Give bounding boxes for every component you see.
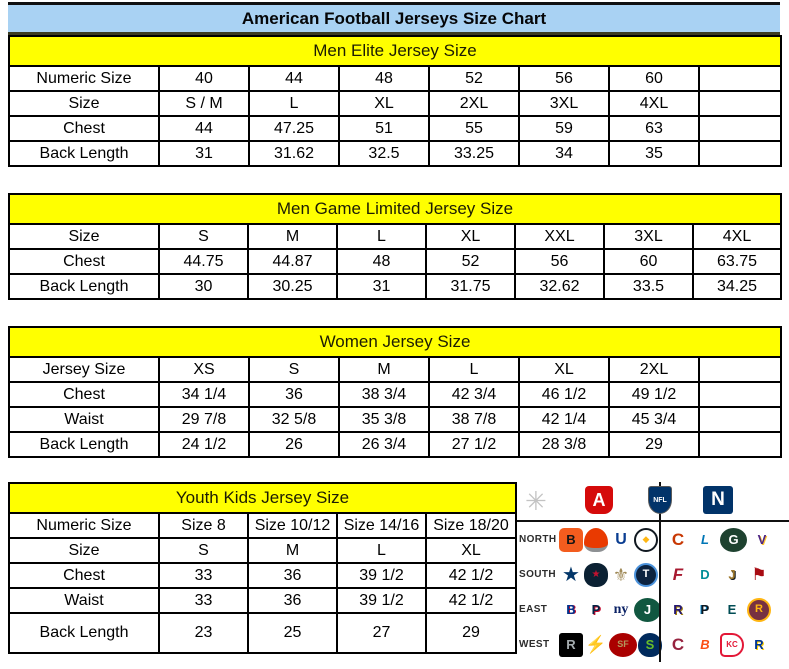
size-cell: 48 xyxy=(337,249,426,274)
size-cell: 39 1/2 xyxy=(337,563,426,588)
youth-kids-size-table xyxy=(8,482,517,654)
table-row xyxy=(9,483,516,513)
nfl-divisions-panel xyxy=(517,482,789,663)
row-label: Back Length xyxy=(9,141,159,166)
size-cell: 32 5/8 xyxy=(249,407,339,432)
table-row xyxy=(9,194,781,224)
size-cell: 33.25 xyxy=(429,141,519,166)
size-cell: 29 xyxy=(426,613,516,653)
size-cell: 63.75 xyxy=(693,249,781,274)
row-label: Chest xyxy=(9,382,159,407)
texans-logo-icon: ★ xyxy=(584,563,608,587)
afc-east-logos xyxy=(559,598,659,622)
size-cell: 52 xyxy=(426,249,515,274)
division-row-south xyxy=(517,557,789,592)
rams-logo-icon: R xyxy=(747,633,771,657)
size-cell: 33 xyxy=(159,563,248,588)
size-cell-empty xyxy=(699,357,781,382)
women-size-table xyxy=(8,326,782,458)
size-chart-page xyxy=(0,2,789,669)
section-header: Men Game Limited Jersey Size xyxy=(9,194,781,224)
size-cell: 4XL xyxy=(609,91,699,116)
size-cell: S xyxy=(159,224,248,249)
ravens-logo-icon: R xyxy=(666,598,690,622)
size-cell: 3XL xyxy=(604,224,693,249)
starburst-icon: ✳ xyxy=(525,486,547,516)
forty-niners-logo-icon: SF xyxy=(609,633,637,657)
size-cell: 36 xyxy=(249,382,339,407)
size-cell: 30.25 xyxy=(248,274,337,299)
bears-logo-icon: C xyxy=(666,528,690,552)
size-cell-empty xyxy=(699,66,781,91)
size-cell: 46 1/2 xyxy=(519,382,609,407)
size-cell: 42 1/2 xyxy=(426,588,516,613)
size-cell: 56 xyxy=(515,249,604,274)
row-label: Size xyxy=(9,538,159,563)
colts-logo-icon: U xyxy=(609,528,633,552)
size-cell: 42 1/4 xyxy=(519,407,609,432)
nfc-west-logos xyxy=(659,627,789,662)
size-cell: XS xyxy=(159,357,249,382)
size-cell: 36 xyxy=(248,563,337,588)
browns-logo-icon xyxy=(584,528,608,552)
row-label: Size xyxy=(9,224,159,249)
size-cell: Size 18/20 xyxy=(426,513,516,538)
size-cell: 26 xyxy=(249,432,339,457)
raiders-logo-icon: R xyxy=(559,633,583,657)
size-cell: 31 xyxy=(159,141,249,166)
size-cell: 33.5 xyxy=(604,274,693,299)
size-cell: 56 xyxy=(519,66,609,91)
size-cell: L xyxy=(337,538,426,563)
table-row xyxy=(9,382,781,407)
size-cell: 60 xyxy=(604,249,693,274)
size-cell: Size 14/16 xyxy=(337,513,426,538)
size-cell: S / M xyxy=(159,91,249,116)
size-cell: 27 xyxy=(337,613,426,653)
buccaneers-logo-icon: ⚑ xyxy=(747,563,771,587)
afc-west-logos xyxy=(559,633,659,657)
size-cell-empty xyxy=(699,116,781,141)
jets-logo-icon: J xyxy=(634,598,661,622)
table-row xyxy=(9,116,781,141)
size-cell-empty xyxy=(699,432,781,457)
dolphins-logo-icon: D xyxy=(693,563,717,587)
table-row xyxy=(9,36,781,66)
panthers-logo-icon: P xyxy=(693,598,717,622)
size-cell: Size 8 xyxy=(159,513,248,538)
section-header: Women Jersey Size xyxy=(9,327,781,357)
table-row xyxy=(9,141,781,166)
size-cell: 23 xyxy=(159,613,248,653)
nfc-north-logos xyxy=(659,522,789,557)
size-cell: 3XL xyxy=(519,91,609,116)
row-label: Chest xyxy=(9,116,159,141)
size-cell: 44.87 xyxy=(248,249,337,274)
size-cell: 25 xyxy=(248,613,337,653)
division-label: NORTH xyxy=(519,534,557,545)
table-row xyxy=(9,249,781,274)
size-cell: 51 xyxy=(339,116,429,141)
size-cell: L xyxy=(429,357,519,382)
size-cell: 33 xyxy=(159,588,248,613)
size-cell: XL xyxy=(426,538,516,563)
size-cell: 26 3/4 xyxy=(339,432,429,457)
size-cell: 4XL xyxy=(693,224,781,249)
size-cell-empty xyxy=(699,407,781,432)
size-cell: XXL xyxy=(515,224,604,249)
falcons-logo-icon: F xyxy=(666,563,690,587)
size-cell: 59 xyxy=(519,116,609,141)
chiefs-logo-icon: KC xyxy=(720,633,744,657)
size-cell: 34.25 xyxy=(693,274,781,299)
table-row xyxy=(9,274,781,299)
size-cell: 32.5 xyxy=(339,141,429,166)
size-cell: 48 xyxy=(339,66,429,91)
jaguars-logo-icon: J xyxy=(720,563,744,587)
size-cell: 38 7/8 xyxy=(429,407,519,432)
table-row xyxy=(9,91,781,116)
size-cell: S xyxy=(249,357,339,382)
division-row-north xyxy=(517,522,789,557)
size-cell-empty xyxy=(699,382,781,407)
section-header: Youth Kids Jersey Size xyxy=(9,483,516,513)
table-row xyxy=(9,357,781,382)
row-label: Numeric Size xyxy=(9,513,159,538)
eagles-logo-icon: E xyxy=(720,598,744,622)
size-cell: XL xyxy=(426,224,515,249)
size-cell: 44 xyxy=(159,116,249,141)
row-label: Waist xyxy=(9,407,159,432)
size-cell: M xyxy=(248,538,337,563)
size-cell: 31 xyxy=(337,274,426,299)
bengals-logo-icon: B xyxy=(559,528,583,552)
size-cell: 27 1/2 xyxy=(429,432,519,457)
bills-logo-icon: B xyxy=(559,598,583,622)
size-cell: 40 xyxy=(159,66,249,91)
vikings-logo-icon: V xyxy=(750,528,774,552)
size-cell: 31.75 xyxy=(426,274,515,299)
size-cell: M xyxy=(339,357,429,382)
titans-logo-icon: T xyxy=(634,563,658,587)
size-cell: 24 1/2 xyxy=(159,432,249,457)
row-label: Numeric Size xyxy=(9,66,159,91)
row-label: Back Length xyxy=(9,613,159,653)
cardinals-logo-icon: C xyxy=(666,633,690,657)
size-cell: 2XL xyxy=(609,357,699,382)
bottom-section xyxy=(8,482,789,663)
table-row xyxy=(9,588,516,613)
afc-logo-icon: A xyxy=(585,486,613,514)
size-cell: 28 3/8 xyxy=(519,432,609,457)
size-cell: 42 1/2 xyxy=(426,563,516,588)
size-cell: S xyxy=(159,538,248,563)
table-row xyxy=(9,407,781,432)
saints-logo-icon: ⚜ xyxy=(609,563,633,587)
size-cell-empty xyxy=(699,141,781,166)
redskins-logo-icon: R xyxy=(747,598,771,622)
nfl-shield-icon: NFL xyxy=(648,486,672,514)
nfc-logo-icon: N xyxy=(703,486,733,514)
division-label: WEST xyxy=(519,639,550,650)
patriots-logo-icon: P xyxy=(584,598,608,622)
table-row xyxy=(9,563,516,588)
cowboys-logo-icon: ★ xyxy=(559,563,583,587)
men-game-limited-size-table xyxy=(8,193,782,300)
page-title: American Football Jerseys Size Chart xyxy=(8,5,780,35)
size-cell: 32.62 xyxy=(515,274,604,299)
size-cell: 44 xyxy=(249,66,339,91)
size-cell: 52 xyxy=(429,66,519,91)
giants-logo-icon: ny xyxy=(609,598,633,622)
size-cell: 29 7/8 xyxy=(159,407,249,432)
size-cell: 38 3/4 xyxy=(339,382,429,407)
size-cell: 63 xyxy=(609,116,699,141)
size-cell: 29 xyxy=(609,432,699,457)
size-cell: 44.75 xyxy=(159,249,248,274)
row-label: Waist xyxy=(9,588,159,613)
table-row xyxy=(9,432,781,457)
size-cell-empty xyxy=(699,91,781,116)
packers-logo-icon: G xyxy=(720,528,747,552)
nfc-south-logos xyxy=(659,557,789,592)
size-cell: XL xyxy=(339,91,429,116)
division-row-west xyxy=(517,627,789,662)
table-row xyxy=(9,613,516,653)
broncos-logo-icon: B xyxy=(693,633,717,657)
size-cell: 31.62 xyxy=(249,141,339,166)
size-cell: L xyxy=(337,224,426,249)
table-row xyxy=(9,538,516,563)
size-cell: 45 3/4 xyxy=(609,407,699,432)
row-label: Jersey Size xyxy=(9,357,159,382)
size-cell: 30 xyxy=(159,274,248,299)
table-row xyxy=(9,513,516,538)
steelers-logo-icon: ◆ xyxy=(634,528,658,552)
division-label: SOUTH xyxy=(519,569,556,580)
table-row xyxy=(9,224,781,249)
table-row xyxy=(9,327,781,357)
size-cell: Size 10/12 xyxy=(248,513,337,538)
size-cell: 39 1/2 xyxy=(337,588,426,613)
chargers-logo-icon: ⚡ xyxy=(584,633,608,657)
lions-logo-icon: L xyxy=(693,528,717,552)
size-cell: 55 xyxy=(429,116,519,141)
size-cell: 34 xyxy=(519,141,609,166)
size-cell: 35 3/8 xyxy=(339,407,429,432)
afc-north-logos xyxy=(559,528,659,552)
seahawks-logo-icon: S xyxy=(638,633,662,657)
size-cell: M xyxy=(248,224,337,249)
row-label: Size xyxy=(9,91,159,116)
afc-south-logos xyxy=(559,563,659,587)
men-elite-size-table xyxy=(8,35,782,167)
section-header: Men Elite Jersey Size xyxy=(9,36,781,66)
division-label: EAST xyxy=(519,604,548,615)
table-row xyxy=(9,66,781,91)
row-label: Back Length xyxy=(9,274,159,299)
row-label: Chest xyxy=(9,249,159,274)
row-label: Back Length xyxy=(9,432,159,457)
nfc-east-logos xyxy=(659,592,789,627)
size-cell: 47.25 xyxy=(249,116,339,141)
size-cell: 60 xyxy=(609,66,699,91)
conference-header xyxy=(517,482,789,522)
size-cell: L xyxy=(249,91,339,116)
size-cell: 49 1/2 xyxy=(609,382,699,407)
size-cell: 34 1/4 xyxy=(159,382,249,407)
size-cell: XL xyxy=(519,357,609,382)
size-cell: 36 xyxy=(248,588,337,613)
size-cell: 42 3/4 xyxy=(429,382,519,407)
row-label: Chest xyxy=(9,563,159,588)
division-row-east xyxy=(517,592,789,627)
size-cell: 35 xyxy=(609,141,699,166)
size-cell: 2XL xyxy=(429,91,519,116)
